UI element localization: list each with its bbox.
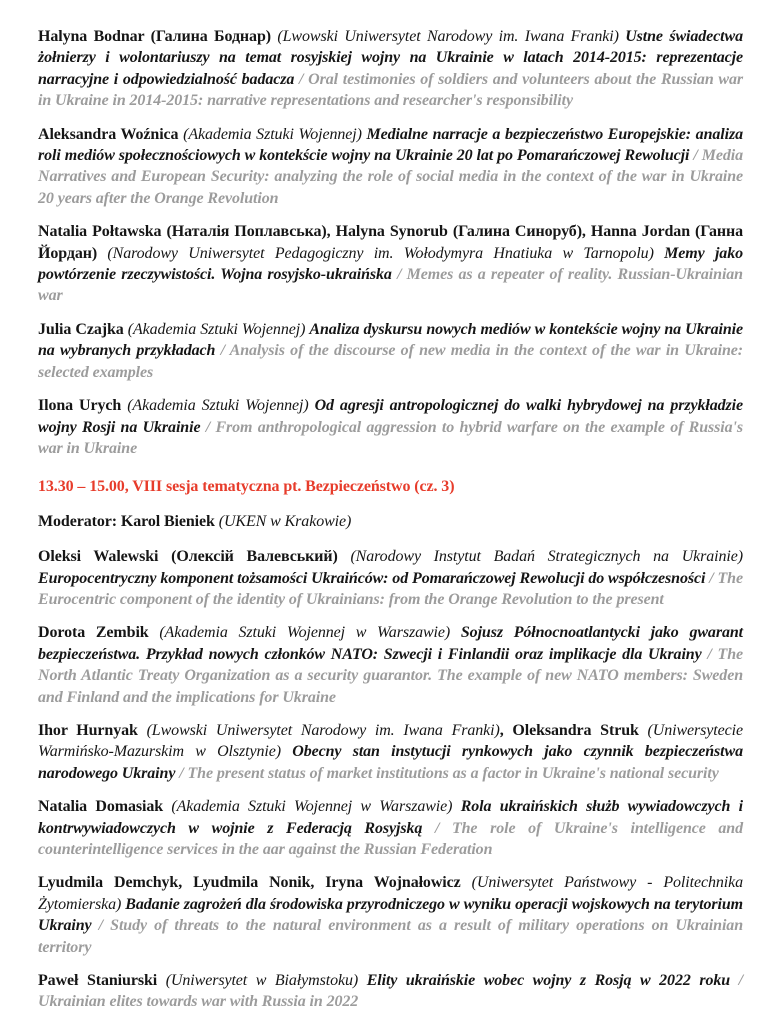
affiliation-text: (Akademia Sztuki Wojennej w Warszawie) <box>171 798 461 816</box>
title-pl-text: Medialne narracje a bezpieczeństwo Europejskie: analiza roli mediów społecznościowych w kontekście wojny na Ukrainie 20 lat po Pomarańczowej Rewolucji <box>38 125 744 165</box>
program-entry <box>38 124 743 210</box>
session-header <box>38 476 743 497</box>
title-en-text: / The Eurocentric component of the identity of Ukrainians: from the Orange Revolution to the present <box>38 569 743 608</box>
name-text: Halyna Bodnar (Галина Боднар) <box>38 28 278 45</box>
title-pl-text: Obecny stan instytucji rynkowych jako czynnik bezpieczeństwa narodowego Ukrainy <box>38 743 743 782</box>
name-text: , Oleksandra Struk <box>499 721 648 739</box>
name-text: Aleksandra Woźnica <box>38 125 184 143</box>
program-entry <box>38 221 743 307</box>
title-pl-text: Europocentryczny komponent tożsamości Ukraińców: od Pomarańczowej Rewolucji do współczesności <box>38 569 706 587</box>
title-en-text: / Ukrainian elites towards war with Russia in 2022 <box>38 972 743 1011</box>
affiliation-text: (Akademia Sztuki Wojennej) <box>183 125 367 143</box>
name-text: Ihor Hurnyak <box>38 721 147 739</box>
affiliation-text: (Narodowy Uniwersytet Pedagogiczny im. Wołodymyra Hnatiuka w Tarnopolu) <box>107 244 665 262</box>
title-en-text: / Study of threats to the natural environment as a result of military operations on Ukrainian territory <box>38 917 743 956</box>
name-text: Natalia Połtawska (Наталія Поплавська), Halyna Synorub (Галина Синоруб), Hanna Jordan (Ганна Йордан) <box>38 223 743 262</box>
title-pl-text: Od agresji antropologicznej do walki hybrydowej na przykładzie wojny Rosji na Ukrainie <box>38 397 743 436</box>
affiliation-text: (Akademia Sztuki Wojennej) <box>127 320 310 338</box>
name-text: Oleksi Walewski (Олексій Валевський) <box>38 548 351 566</box>
program-entry <box>38 872 743 958</box>
title-en-text: / Analysis of the discourse of new media in the context of the war in Ukraine: selected examples <box>38 342 744 381</box>
name-text: Julia Czajka <box>38 320 128 338</box>
program-entry <box>38 395 743 459</box>
title-pl-text: Analiza dyskursu nowych mediów w kontekście wojny na Ukrainie na wybranych przykładach <box>38 320 744 360</box>
program-entry <box>38 546 743 610</box>
affiliation-text: (UKEN w Krakowie) <box>218 512 352 530</box>
affiliation-text: (Uniwersytet w Białymstoku) <box>165 972 367 990</box>
affiliation-text: (Uniwersytecie Warmińsko-Mazurskim w Olsztynie) <box>38 721 743 761</box>
name-text: Ilona Urych <box>38 397 128 415</box>
title-en-text: / Media Narratives and European Security: analyzing the role of social media in the context of the war in Ukraine 20 years after the Orange Revolution <box>38 147 744 207</box>
name-text: Paweł Staniurski <box>38 972 166 990</box>
header-text: 13.30 – 15.00, VIII sesja tematyczna pt. Bezpieczeństwo (cz. 3) <box>38 478 455 496</box>
affiliation-text: (Lwowski Uniwersytet Narodowy im. Iwana Franki) <box>146 721 500 739</box>
program-entry <box>38 26 743 112</box>
program-entry <box>38 970 743 1013</box>
title-pl-text: Rola ukraińskich służb wywiadowczych i kontrwywiadowczych w wojnie z Federacją Rosyjską <box>38 798 744 837</box>
program-entry <box>38 720 743 784</box>
name-text: Moderator: Karol Bieniek <box>38 512 219 530</box>
title-en-text: / The North Atlantic Treaty Organization as a security guarantor. The example of new NATO members: Sweden and Finland and the implications for Ukraine <box>38 645 743 706</box>
affiliation-text: (Lwowski Uniwersytet Narodowy im. Iwana Franki) <box>277 28 626 45</box>
name-text: Lyudmila Demchyk, Lyudmila Nonik, Iryna Wojnałowicz <box>38 874 472 892</box>
title-en-text: / From anthropological aggression to hybrid warfare on the example of Russia's war in Ukraine <box>38 418 744 457</box>
title-en-text: / The present status of market institutions as a factor in Ukraine's national security <box>175 764 719 782</box>
name-text: Dorota Zembik <box>38 624 160 642</box>
title-en-text: / Oral testimonies of soldiers and volunteers about the Russian war in Ukraine in 2014-2015: narrative representations and researcher's responsibility <box>38 70 743 110</box>
title-pl-text: Badanie zagrożeń dla środowiska przyrodniczego w wyniku operacji wojskowych na terytorium Ukrainy <box>38 895 743 935</box>
program-entry <box>38 796 743 860</box>
affiliation-text: (Akademia Sztuki Wojennej) <box>127 397 315 415</box>
title-pl-text: Elity ukraińskie wobec wojny z Rosją w 2022 roku <box>366 972 731 990</box>
program-entry <box>38 319 743 383</box>
affiliation-text: (Narodowy Instytut Badań Strategicznych na Ukrainie) <box>350 548 744 566</box>
title-en-text: / The role of Ukraine's intelligence and counterintelligence services in the aar against the Russian Federation <box>38 819 743 858</box>
affiliation-text: (Uniwersytet Państwowy - Politechnika Żytomierska) <box>38 874 743 913</box>
name-text: Natalia Domasiak <box>38 798 172 816</box>
program-entry <box>38 622 743 708</box>
title-pl-text: Memy jako powtórzenie rzeczywistości. Wojna rosyjsko-ukraińska <box>38 244 743 284</box>
title-pl-text: Ustne świadectwa żołnierzy i wolontariuszy na temat rosyjskiej wojny na Ukrainie w latach 2014-2015: reprezentacje narracyjne i odpowiedzialność badacza <box>38 28 743 88</box>
title-en-text: / Memes as a repeater of reality. Russian-Ukrainian war <box>38 266 743 305</box>
program-list <box>38 26 743 1013</box>
affiliation-text: (Akademia Sztuki Wojennej w Warszawie) <box>159 624 461 642</box>
moderator <box>38 511 743 532</box>
title-pl-text: Sojusz Północnoatlantycki jako gwarant bezpieczeństwa. Przykład nowych członków NATO: Szwecji i Finlandii oraz implikacje dla Ukrainy <box>38 624 743 663</box>
